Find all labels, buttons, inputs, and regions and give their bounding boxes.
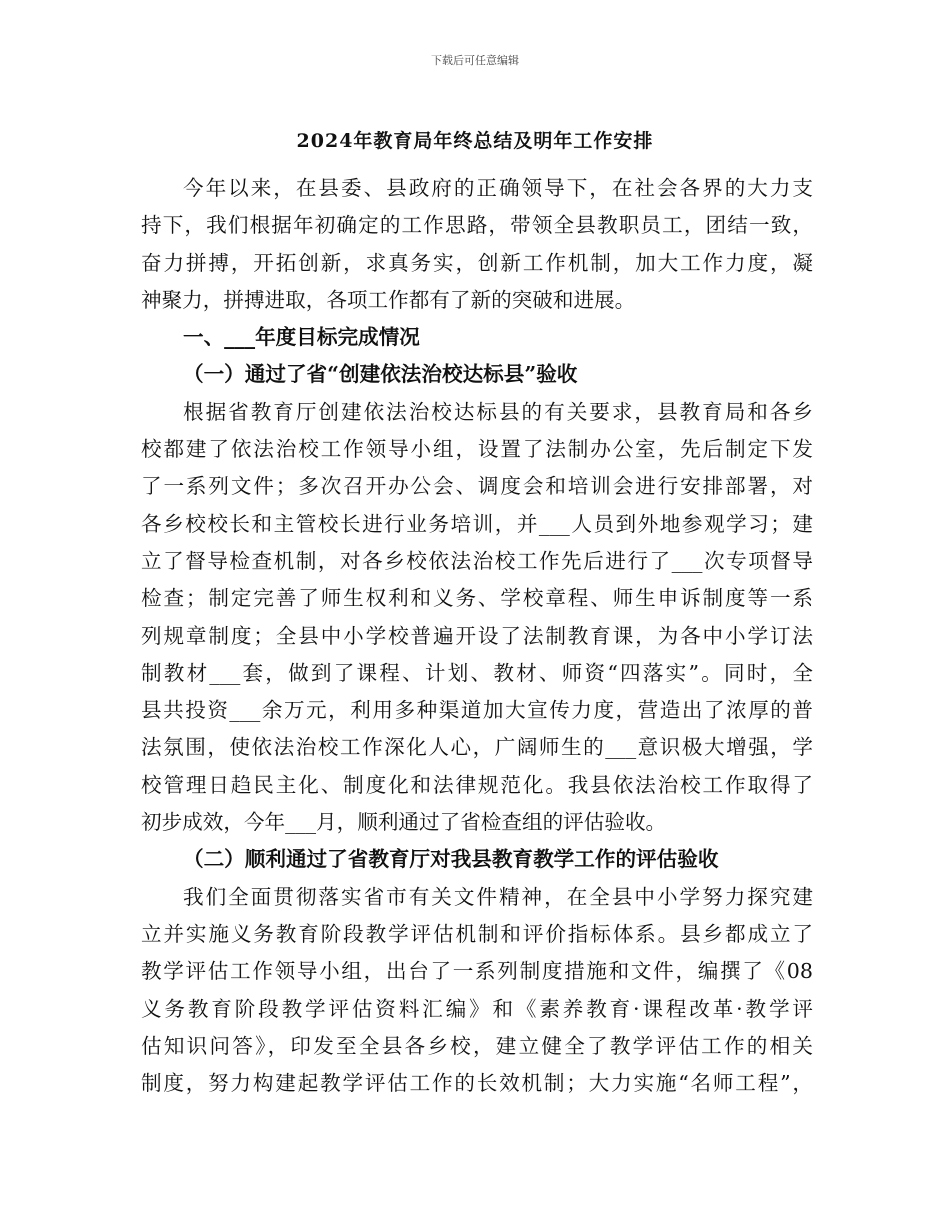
paragraph-line: 持下，我们根据年初确定的工作思路，带领全县教职员工，团结一致， [141, 213, 813, 238]
paragraph-line: 根据省教育厅创建依法治校达标县的有关要求，县教育局和各乡 [183, 399, 813, 424]
paragraph-line: 神聚力，拼搏进取，各项工作都有了新的突破和进展。 [141, 287, 636, 312]
paragraph-line: 县共投资___余万元，利用多种渠道加大宣传力度，营造出了浓厚的普 [141, 698, 813, 723]
paragraph-line: 制度，努力构建起教学评估工作的长效机制；大力实施“名师工程”， [141, 1071, 813, 1096]
paragraph-line: 义务教育阶段教学评估资料汇编》和《素养教育·课程改革·教学评 [141, 996, 813, 1021]
paragraph-line: 法氛围，使依法治校工作深化人心，广阔师生的___意识极大增强，学 [141, 735, 813, 760]
paragraph-line: 检查；制定完善了师生权利和义务、学校章程、师生申诉制度等一系 [141, 586, 813, 611]
paragraph-line: 教学评估工作领导小组，出台了一系列制度措施和文件，编撰了《08 [141, 959, 813, 984]
paragraph-line: 制教材___套，做到了课程、计划、教材、师资“四落实”。同时，全 [141, 660, 813, 685]
paragraph-line: 各乡校校长和主管校长进行业务培训，并___人员到外地参观学习；建 [141, 511, 813, 536]
paragraph-line: 初步成效，今年___月，顺利通过了省检查组的评估验收。 [141, 810, 667, 835]
paragraph-line: 立并实施义务教育阶段教学评估机制和评价指标体系。县乡都成立了 [141, 921, 813, 946]
paragraph-line: 估知识问答》，印发至全县各乡校，建立健全了教学评估工作的相关 [141, 1033, 813, 1058]
paragraph-line: 列规章制度；全县中小学校普遍开设了法制教育课，为各中小学订法 [141, 623, 813, 648]
paragraph-line: 奋力拼搏，开拓创新，求真务实，创新工作机制，加大工作力度，凝 [141, 250, 813, 275]
document-title: 2024年教育局年终总结及明年工作安排 [296, 130, 654, 152]
paragraph-line: 校管理日趋民主化、制度化和法律规范化。我县依法治校工作取得了 [141, 772, 813, 797]
paragraph-line: 我们全面贯彻落实省市有关文件精神，在全县中小学努力探究建 [183, 884, 813, 909]
page-header-note: 下载后可任意编辑 [431, 54, 519, 67]
subsection-heading: （二）顺利通过了省教育厅对我县教育教学工作的评估验收 [183, 847, 719, 872]
subsection-heading: （一）通过了省“创建依法治校达标县”验收 [183, 362, 578, 387]
document-body [141, 170, 813, 1102]
paragraph-line: 校都建了依法治校工作领导小组，设置了法制办公室，先后制定下发 [141, 437, 813, 462]
section-heading: 一、___年度目标完成情况 [183, 325, 420, 350]
paragraph-line: 今年以来，在县委、县政府的正确领导下，在社会各界的大力支 [183, 176, 813, 200]
paragraph-line: 了一系列文件；多次召开办公会、调度会和培训会进行安排部署，对 [141, 474, 813, 499]
paragraph-line: 立了督导检查机制，对各乡校依法治校工作先后进行了___次专项督导 [141, 548, 813, 573]
